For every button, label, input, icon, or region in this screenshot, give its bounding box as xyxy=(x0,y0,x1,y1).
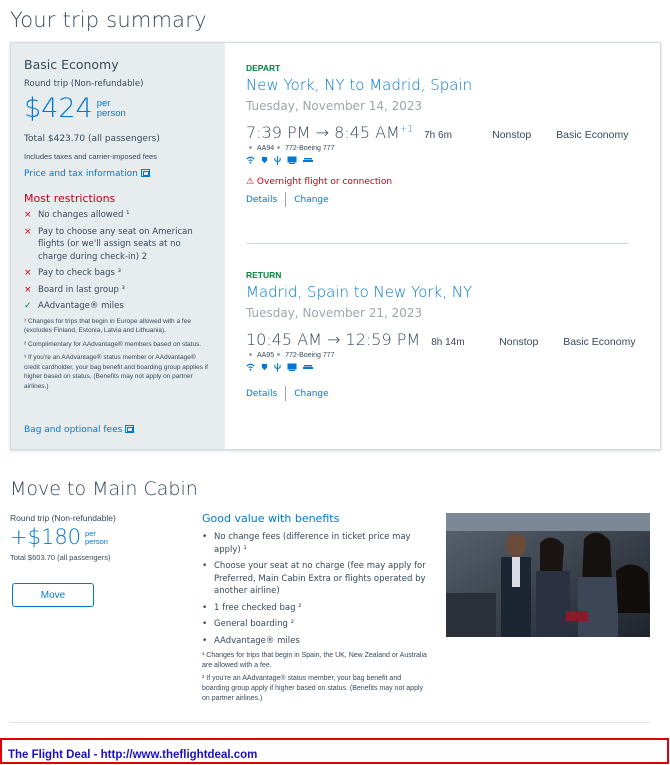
list-item: ✓ AAdvantage® miles xyxy=(24,301,124,311)
list-item: • 1 free checked bag ² xyxy=(202,602,302,613)
flight-times: 10:45 AM → 12:59 PM xyxy=(246,330,421,349)
flight-deal-banner xyxy=(0,738,669,764)
entertainment-icon xyxy=(261,363,268,371)
wifi-icon xyxy=(246,156,255,164)
mc-price: +$180 xyxy=(10,525,82,549)
list-item: × Board in last group ³ xyxy=(24,284,125,295)
flight-cabin: Basic Economy xyxy=(563,336,636,348)
list-item: • AAdvantage® miles xyxy=(202,635,300,646)
trip-summary-card xyxy=(10,42,661,450)
wifi-icon xyxy=(246,363,255,371)
amenities xyxy=(246,156,646,165)
price-tax-link[interactable]: Price and tax information xyxy=(24,169,138,179)
overnight-warning: ⚠ Overnight flight or connection xyxy=(246,177,393,187)
amenities xyxy=(246,363,646,372)
list-item: • General boarding ² xyxy=(202,619,294,629)
depart-change-link[interactable]: Change xyxy=(294,194,329,205)
flight-info xyxy=(246,145,646,152)
arrow-icon: → xyxy=(315,123,329,142)
restrictions-list xyxy=(24,209,212,313)
meal-icon xyxy=(303,156,313,164)
per-person-label: per person xyxy=(96,98,126,119)
entertainment-icon xyxy=(261,156,268,164)
return-flight xyxy=(246,270,646,401)
list-item: • No change fees (difference in ticket price may apply) ¹ xyxy=(202,532,411,555)
flight-cabin: Basic Economy xyxy=(556,129,629,141)
banner-text[interactable]: The Flight Deal - http://www.theflightdeal.com xyxy=(8,749,258,761)
fare-includes: Includes taxes and carrier-imposed fees xyxy=(24,152,157,161)
divider xyxy=(246,243,629,244)
move-button[interactable]: Move xyxy=(12,583,94,607)
return-route: Madrid, Spain to New York, NY xyxy=(246,283,473,301)
aircraft: 772-Boeing 777 xyxy=(285,352,335,359)
return-details-link[interactable]: Details xyxy=(246,388,278,399)
fare-total: Total $423.70 (all passengers) xyxy=(24,134,160,144)
fare-price: $424 xyxy=(24,93,93,124)
cabin-photo xyxy=(446,513,650,637)
main-cabin-benefits xyxy=(202,512,427,707)
seatback-screen-icon xyxy=(287,156,297,164)
power-outlet-icon xyxy=(274,156,281,165)
main-cabin-price-panel xyxy=(10,513,190,601)
list-item: • Choose your seat at no charge (fee may apply for Preferred, Main Cabin Extra or flights operated by another airline) xyxy=(202,561,426,596)
flight-stops: Nonstop xyxy=(492,129,532,141)
benefit-notes xyxy=(202,651,427,704)
flight-times: 7:39 PM → 8:45 $AM^{+1}$ xyxy=(246,123,414,142)
return-change-link[interactable]: Change xyxy=(294,388,329,399)
per-person-label: per person xyxy=(85,529,108,546)
return-label: RETURN xyxy=(246,270,282,280)
list-item: × Pay to check bags ³ xyxy=(24,268,122,278)
depart-details-link[interactable]: Details xyxy=(246,194,278,205)
restrictions-title: Most restrictions xyxy=(24,192,116,205)
bag-fees-link[interactable]: Bag and optional fees xyxy=(24,425,123,435)
flight-number: AA95 xyxy=(257,352,275,359)
depart-label: DEPART xyxy=(246,63,281,73)
arrow-icon: → xyxy=(327,330,341,349)
benefits-title: Good value with benefits xyxy=(202,512,340,525)
footnote: ² Complimentary for AAdvantage® members based on status. xyxy=(24,340,202,348)
mc-trip-type: Round trip (Non-refundable) xyxy=(10,513,116,523)
meal-icon xyxy=(303,363,313,371)
external-link-icon xyxy=(141,169,150,177)
footnote: ¹ Changes for trips that begin in Spain, the UK, New Zealand or Australia are allowed with a fee. xyxy=(202,652,427,669)
page-title: Your trip summary xyxy=(10,8,207,32)
flight-number: AA94 xyxy=(257,145,275,152)
divider xyxy=(10,722,650,723)
power-outlet-icon xyxy=(274,363,281,372)
fare-panel xyxy=(11,43,225,449)
flight-info xyxy=(246,352,646,359)
aircraft: 772-Boeing 777 xyxy=(285,145,335,152)
main-cabin-title: Move to Main Cabin xyxy=(10,478,198,500)
depart-route: New York, NY to Madrid, Spain xyxy=(246,76,473,94)
depart-date: Tuesday, November 14, 2023 xyxy=(246,99,423,113)
flight-duration: 8h 14m xyxy=(431,337,465,348)
x-icon: × xyxy=(24,268,32,278)
fare-footnotes xyxy=(24,317,212,392)
list-item: × No changes allowed ¹ xyxy=(24,210,130,220)
flight-duration: 7h 6m xyxy=(424,130,452,141)
flight-stops: Nonstop xyxy=(499,336,539,348)
seatback-screen-icon xyxy=(287,363,297,371)
x-icon: × xyxy=(24,284,32,295)
fare-name: Basic Economy xyxy=(24,57,119,72)
external-link-icon xyxy=(125,425,134,433)
fare-trip-type: Round trip (Non-refundable) xyxy=(24,79,144,89)
return-date: Tuesday, November 21, 2023 xyxy=(246,306,423,320)
footnote: ² If you're an AAdvantage® status member, your bag benefit and boarding group apply if higher based on status. (Benefits may not apply on partner airlines.) xyxy=(202,675,424,702)
mc-total: Total $603.70 (all passengers) xyxy=(10,553,111,562)
footnote: ¹ Changes for trips that begin in Europe allowed with a fee (excludes Finland, Estonia, Latvia and Lithuania). xyxy=(24,317,191,334)
check-icon: ✓ xyxy=(24,301,32,311)
day-offset: +1 xyxy=(399,124,414,135)
footnote: ³ If you're an AAdvantage® status member or AAdvantage® credit cardholder, your bag benefit and boarding group applies if higher based on status. (Benefits may not apply on partner airlines.) xyxy=(24,354,208,390)
depart-flight xyxy=(246,63,646,207)
list-item: × Pay to choose any seat on American flights (or we'll assign seats at no charge during check-in) 2 xyxy=(24,226,193,262)
benefits-list xyxy=(202,531,427,647)
x-icon: × xyxy=(24,226,32,237)
x-icon: × xyxy=(24,210,32,220)
